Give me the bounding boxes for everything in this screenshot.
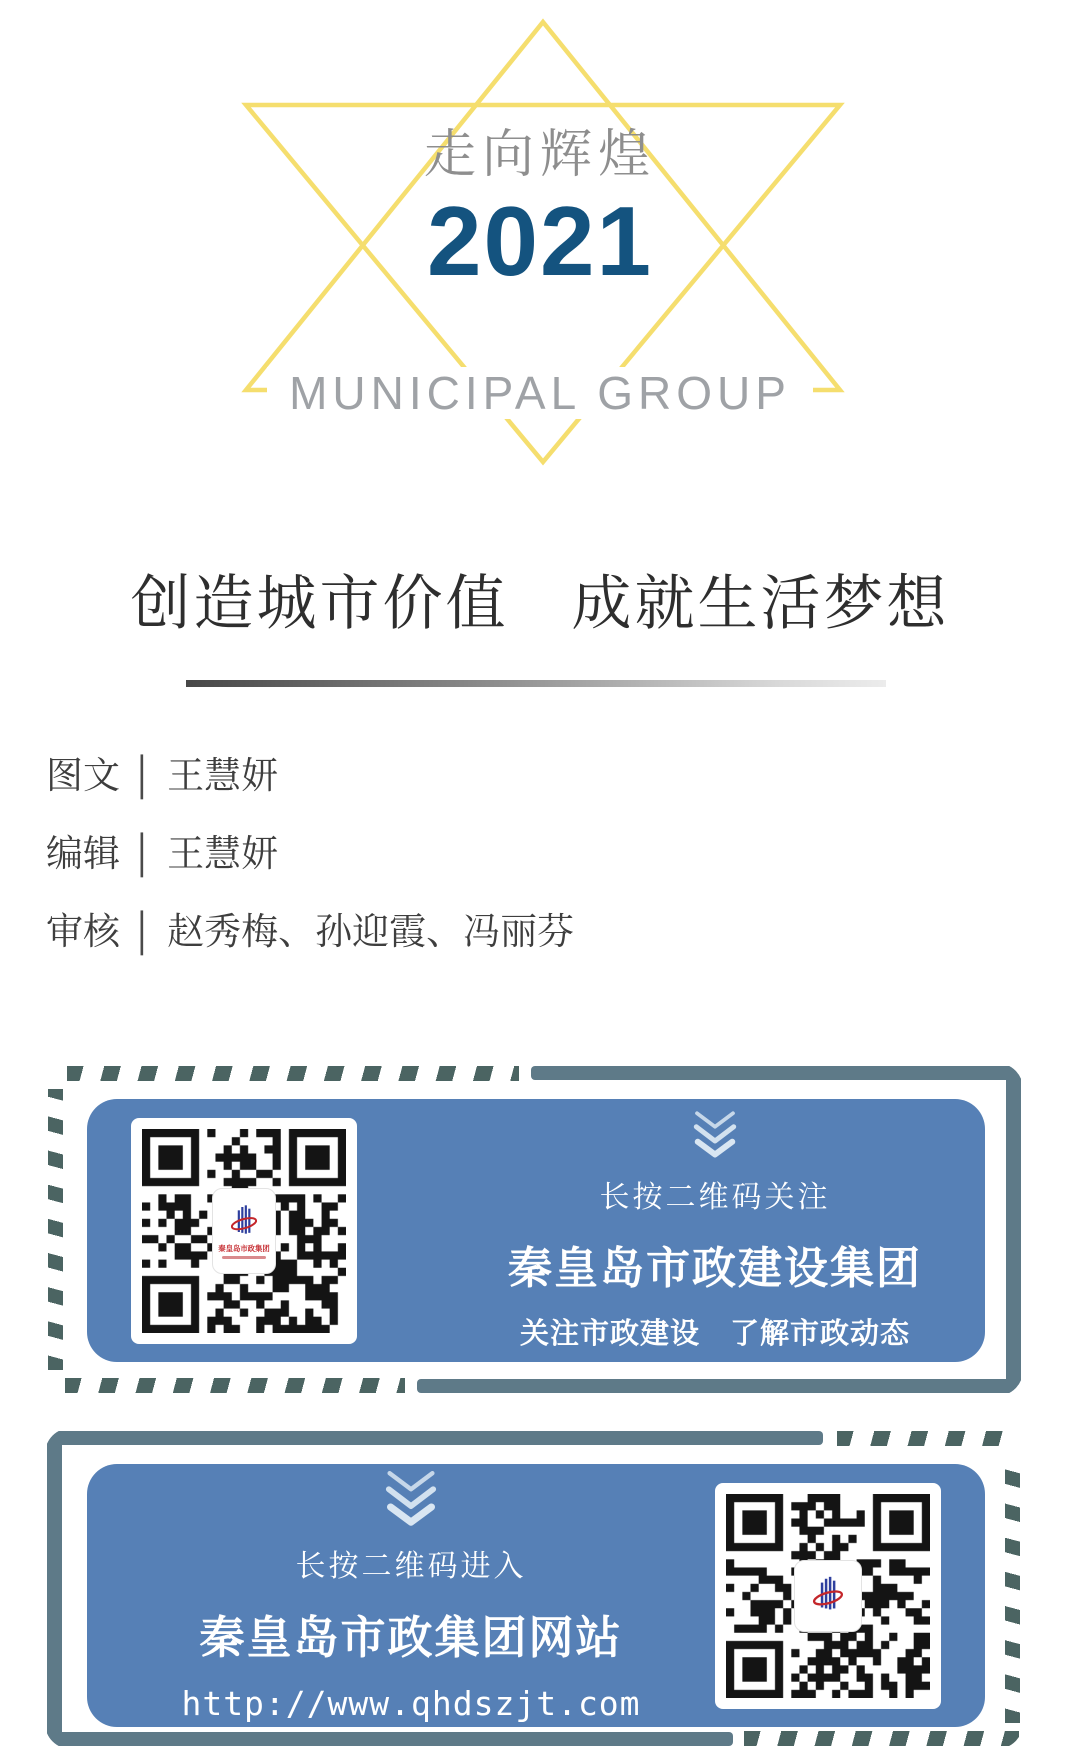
hero-year: 2021 bbox=[426, 186, 653, 296]
hero-subtitle: 走向辉煌 bbox=[423, 126, 656, 184]
chevron-down-icon bbox=[379, 1469, 443, 1529]
frame-bar-bottom bbox=[417, 1379, 1021, 1393]
municipal-emblem-icon bbox=[805, 1573, 851, 1619]
hero-caption bbox=[0, 366, 1080, 420]
banner-cta: 长按二维码进入 bbox=[295, 1549, 527, 1583]
frame-dash-left bbox=[48, 1089, 63, 1370]
banner-text-block bbox=[475, 1099, 955, 1362]
qr-logo-text: 秦皇岛市政集团 bbox=[218, 1244, 270, 1253]
hero-slogan: 创造城市价值 成就生活梦想 bbox=[130, 570, 950, 637]
wechat-qr-code[interactable] bbox=[131, 1118, 357, 1344]
logo-microtext-line bbox=[222, 1256, 266, 1259]
website-qr-banner bbox=[45, 1428, 1023, 1749]
credit-row-reviewer bbox=[46, 912, 574, 952]
frame-bar-bottom bbox=[47, 1732, 733, 1746]
qr-center-logo bbox=[794, 1560, 862, 1632]
credit-names: 王慧妍 bbox=[167, 755, 279, 796]
banner-subtitle: 关注市政建设 了解市政动态 bbox=[519, 1317, 910, 1350]
hero-section bbox=[0, 0, 1080, 745]
frame-dash-bottom bbox=[65, 1378, 405, 1393]
frame-dash-top bbox=[837, 1431, 1019, 1446]
banner-text-block bbox=[107, 1464, 715, 1727]
frame-bar-right bbox=[1006, 1066, 1021, 1393]
banner-title: 秦皇岛市政建设集团 bbox=[508, 1243, 922, 1293]
frame-dash-top bbox=[67, 1066, 519, 1081]
credit-role: 编辑 bbox=[46, 833, 120, 874]
chevron-down-icon bbox=[688, 1110, 742, 1160]
wechat-follow-banner bbox=[45, 1063, 1023, 1396]
credits-section bbox=[46, 756, 574, 990]
frame-dash-right bbox=[1005, 1454, 1020, 1723]
credit-role: 图文 bbox=[46, 755, 120, 796]
banner-body bbox=[87, 1464, 985, 1727]
frame-dash-bottom bbox=[744, 1731, 1019, 1746]
frame-bar-top bbox=[47, 1431, 823, 1445]
credit-row-photo-text bbox=[46, 756, 574, 796]
banner-body bbox=[87, 1099, 985, 1362]
credit-separator: │ bbox=[132, 755, 156, 796]
credit-separator: │ bbox=[132, 911, 156, 952]
credit-separator: │ bbox=[132, 833, 156, 874]
website-qr-code[interactable] bbox=[715, 1483, 941, 1709]
credit-names: 王慧妍 bbox=[167, 833, 279, 874]
frame-bar-top bbox=[531, 1066, 1021, 1080]
credit-role: 审核 bbox=[46, 911, 120, 952]
frame-bar-left bbox=[47, 1431, 62, 1746]
municipal-emblem-icon bbox=[224, 1202, 264, 1242]
credit-names: 赵秀梅、孙迎霞、冯丽芬 bbox=[167, 911, 575, 952]
divider-line bbox=[186, 680, 886, 687]
banner-title: 秦皇岛市政集团网站 bbox=[199, 1611, 623, 1663]
qr-center-logo bbox=[212, 1188, 276, 1274]
credit-row-editor bbox=[46, 834, 574, 874]
hero-caption-text: MUNICIPAL GROUP bbox=[267, 367, 813, 419]
banner-cta: 长按二维码关注 bbox=[599, 1180, 831, 1214]
banner-url[interactable]: http://www.qhdszjt.com bbox=[181, 1683, 641, 1723]
